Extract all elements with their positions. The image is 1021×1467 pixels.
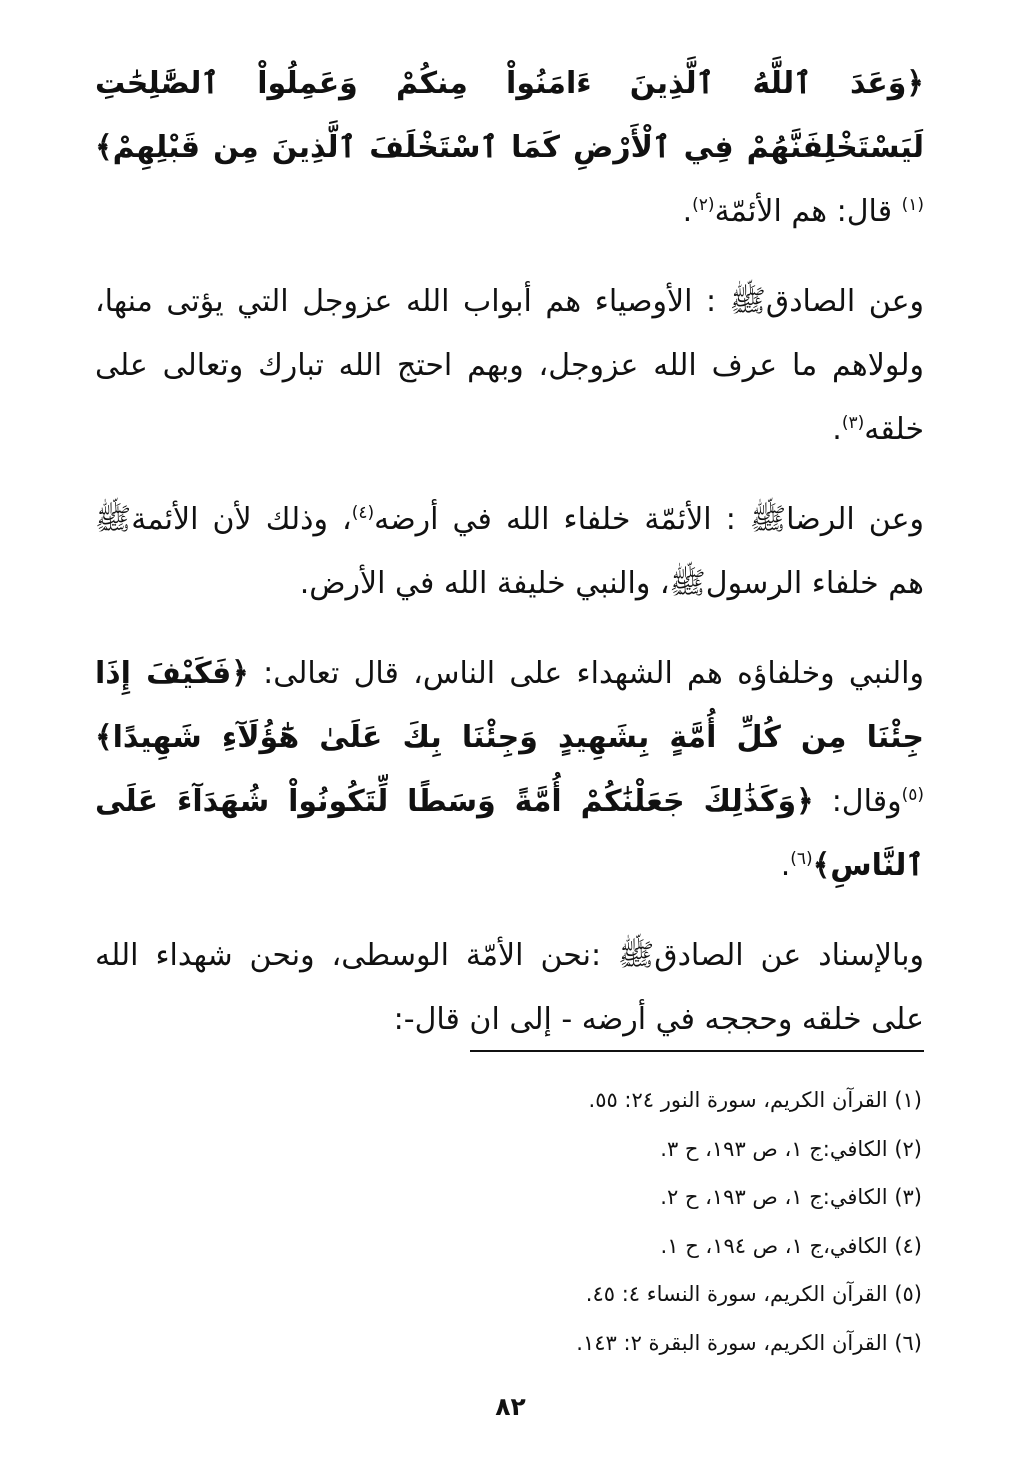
paragraph-text: ، وذلك لأن الأئمةﷺ هم خلفاء الرسولﷺ، والنبي خليفة الله في الأرض.	[95, 502, 924, 601]
page-body	[95, 52, 924, 1052]
footnote-ref: (٢)	[692, 195, 715, 215]
footnote-item: (٤) الكافي،ج ١، ص ١٩٤، ح ١.	[660, 1233, 922, 1258]
paragraph-text: وعن الصادقﷺ : الأوصياء هم أبواب الله عزوجل التي يؤتى منها، ولولاهم ما عرف الله عزوجل، وبهم احتج الله تبارك وتعالى على خلقه	[95, 284, 924, 447]
paragraph-text: وبالإسناد عن الصادقﷺ :نحن الأمّة الوسطى، ونحن شهداء الله على خلقه وحججه في أرضه - إلى ان قال-:	[95, 938, 924, 1037]
paragraph-4	[95, 642, 924, 898]
quran-verse: ﴿فَكَيْفَ إِذَا جِئْنَا مِن كُلِّ أُمَّةٍ بِشَهِيدٍ وَجِئْنَا بِكَ عَلَىٰ هَٰٓؤُلَآءِ شَهِيدًا﴾	[95, 656, 924, 755]
paragraph-3	[95, 488, 924, 616]
quran-verse: ﴿وَعَدَ ٱللَّهُ ٱلَّذِينَ ءَامَنُواْ مِنكُمْ وَعَمِلُواْ ٱلصَّٰلِحَٰتِ لَيَسْتَخْلِفَنَّهُمْ فِي ٱلْأَرْضِ كَمَا ٱسْتَخْلَفَ ٱلَّذِينَ مِن قَبْلِهِمْ﴾	[95, 66, 924, 165]
footnote-item: (٣) الكافي:ج ١، ص ١٩٣، ح ٢.	[660, 1185, 922, 1209]
paragraph-end: .	[780, 848, 791, 883]
paragraph-text: وقال:	[813, 784, 902, 819]
footnote-ref: (٦)	[790, 849, 813, 869]
footnote-item: (٦) القرآن الكريم، سورة البقرة ٢: ١٤٣.	[576, 1330, 922, 1355]
paragraph-2	[95, 270, 924, 462]
footnote-ref: (٣)	[841, 413, 865, 433]
footnote-ref: (٤)	[351, 503, 375, 523]
paragraph-5	[95, 924, 924, 1052]
paragraph-text: والنبي وخلفاؤه هم الشهداء على الناس، قال تعالى:	[248, 656, 924, 691]
footnote-ref: (١)	[901, 195, 924, 215]
page-number: ٨٢	[495, 1392, 526, 1421]
paragraph-end: .	[682, 194, 693, 229]
paragraph-1	[95, 52, 924, 244]
paragraph-text: وعن الرضاﷺ : الأئمّة خلفاء الله في أرضه	[374, 502, 924, 537]
footnote-ref: (٥)	[901, 785, 924, 805]
paragraph-end: .	[832, 412, 842, 447]
footnote-item: (٥) القرآن الكريم، سورة النساء ٤: ٤٥.	[585, 1282, 922, 1306]
footnotes-list	[400, 1076, 922, 1367]
quran-verse: ﴿وَكَذَٰلِكَ جَعَلْنَٰكُمْ أُمَّةً وَسَطًا لِّتَكُونُواْ شُهَدَآءَ عَلَى ٱلنَّاسِ﴾	[95, 784, 924, 883]
paragraph-text: قال: هم الأئمّة	[714, 194, 902, 229]
footnote-item: (٢) الكافي:ج ١، ص ١٩٣، ح ٣.	[660, 1136, 922, 1161]
footnote-divider	[470, 1050, 924, 1052]
footnote-item: (١) القرآن الكريم، سورة النور ٢٤: ٥٥.	[588, 1088, 922, 1112]
